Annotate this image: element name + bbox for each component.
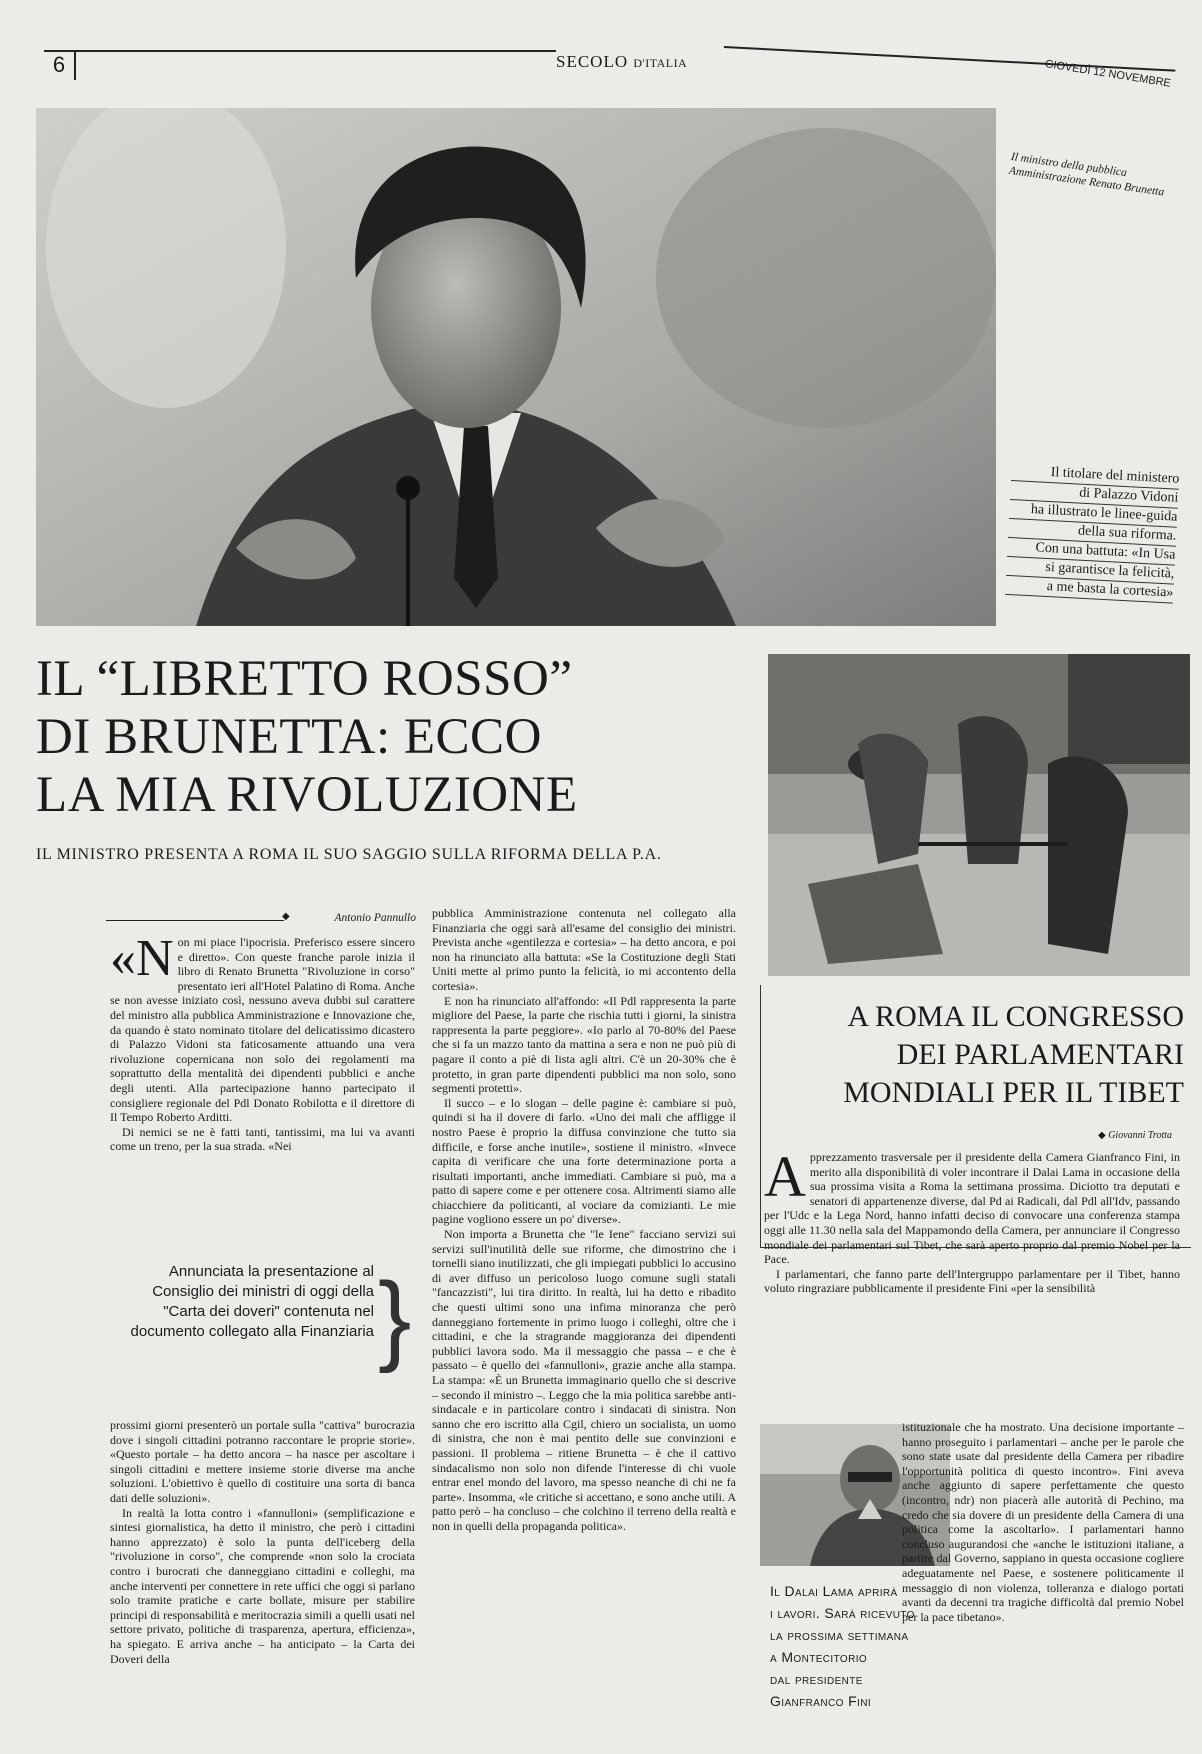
sidebar-column-top [764,1144,1180,1296]
drop-cap: «N [110,930,174,987]
caption-line: la prossima settimana [770,1627,909,1643]
tibet-protest-photo [768,654,1190,976]
pull-quote-line: si garantisce la felicità, [1006,557,1175,585]
issue-date: GIOVEDÌ 12 NOVEMBRE [1044,58,1172,90]
page-number: 6 [44,52,76,80]
sidebar-headline-line: A ROMA IL CONGRESSO [847,1000,1184,1033]
pull-quote-line: di Palazzo Vidoni [1010,481,1179,509]
pull-quote-line: della sua riforma. [1008,519,1177,547]
article-subhead: IL MINISTRO PRESENTA A ROMA IL SUO SAGGIO SULLA RIFORMA DELLA P.A. [36,846,662,863]
pull-quote-left: Annunciata la presentazione al Consiglio dei ministri di oggi della "Carta dei doveri" contenuta nel documento collegato alla Finanziaria [130,1263,374,1340]
article-paragraph: prossimi giorni presenterò un portale sulla "cattiva" burocrazia dove i singoli cittadini potranno raccontare le proprie storie». «Questo portale – ha detto ancora – ha nasce per ascoltare i singoli cittadini e mettere insieme storie diverse ma anche soluzioni. L'obiettivo è quello di costituire una sorta di banca dati delle soluzioni». [110,1418,415,1505]
caption-line: i lavori. Sarà ricevuto [770,1605,915,1621]
article-paragraph: pubblica Amministrazione contenuta nel collegato alla Finanziaria che oggi sarà all'esame del consiglio dei ministri. Prevista anche «gentilezza e cortesia» – ha detto ancora, e poi non ha rinunciato alla battuta: «Se la Costituzione degli Stati Uniti mette al primo punto la felicità, io mi accontento della cortesia». [432,906,736,993]
main-photo [36,108,996,626]
caption-line: a Montecitorio [770,1649,868,1665]
sidebar-byline: ◆ Giovanni Trotta [1098,1130,1173,1141]
pull-quote-right [1005,462,1180,604]
article-paragraph: Di nemici se ne è fatti tanti, tantissimi, ma lui va avanti come un treno, per la sua strada. «Nei [110,1124,415,1154]
header-rule-left [44,50,556,52]
sidebar-column-bottom [902,1420,1184,1624]
article-column-1 [110,930,415,1154]
pull-quote-line: Il titolare del ministero [1011,462,1180,490]
brace-ornament: } [378,1262,412,1374]
byline-author: Antonio Pannullo [334,912,416,924]
pull-quote-line: a me basta la cortesia» [1005,576,1174,604]
article-paragraph: Il succo – e lo slogan – delle pagine è: cambiare si può, quindi si ha il dovere di farlo. «Uno dei mali che affligge il nostro Paese è proprio la diffusa convinzione che tutto sia difficile, e forse anche inutile», sostiene il ministro. «Invece capita di verificare che una forte determinazione porta a risultati importanti, anche immediati. Cambiare si può, ma a patto di sapere come e per ottenere cosa. Altrimenti siamo alle chiacchiere da politicanti, al vociare da comizianti. Le mie pagine vogliono essere un po' diverse». [432,1095,736,1227]
masthead-subtitle: D'ITALIA [633,56,688,70]
sidebar-paragraph: Apprezzamento trasversale per il presidente della Camera Gianfranco Fini, in merito alla disponibilità di voler incontrare il Dalai Lama in occasione della sua prossima visita a Roma la settimana prossima. Diciotto tra deputati e senatori di appartenenze diverse, dal Pd ai Radicali, dal Pdl all'Idv, passando per l'Udc e la Lega Nord, hanno infatti deciso di convocare una conferenza stampa oggi alle 11.30 nella sala del Mappamondo della Camera, per annunciare il Congresso mondiale dei parlamentari sul Tibet, che sarà aperto proprio dal premio Nobel per la Pace. [764,1144,1180,1267]
headline-line: DI BRUNETTA: ECCO [36,709,542,765]
article-column-1-bottom [110,1418,415,1666]
article-paragraph: E non ha rinunciato all'affondo: «Il Pdl rappresenta la parte migliore del Paese, la parte che rischia tutti i giorni, la sinistra rappresenta la parte peggiore». «Io parlo al 70-80% del Paese che si fa un mazzo tanto da mattina a sera e non ne può più di pagare il conto a piè di lista agli altri. C'è un 20-30% che è protetto, in gran parte dipendenti pubblici ma non solo, sono segmenti protetti». [432,993,736,1096]
sidebar-headline [770,998,1184,1112]
pull-quote-line: ha illustrato le linee-guida [1009,500,1178,528]
masthead-title: SECOLO [556,52,629,71]
masthead [556,52,687,72]
sidebar-paragraph: istituzionale che ha mostrato. Una decisione importante – hanno proseguito i parlamentari – anche per le parole che sono state usate dal presidente della Camera per ribadire l'opportunità politica di questo incontro». Fini aveva anche aggiunto di sapere perfettamente che questo (incontro, ndr) non piacerà alle autorità di Pechino, ma credo che sia dovere di un presidente della Camera di una politica come la ascoltarlo». I parlamentari hanno concluso augurandosi che «anche le istituzioni italiane, a partire dal Governo, sappiano in questa occasione cogliere adeguatamente nel Paese, e sostenere politicamente il messaggio di non violenza, tolleranza e dialogo portati avanti da decenni tra tragiche difficoltà dal premio Nobel per la pace tibetano». [902,1420,1184,1624]
headline-line: LA MIA RIVOLUZIONE [36,767,578,823]
article-byline [106,912,416,924]
sidebar-drop-cap: A [764,1144,806,1209]
sidebar-paragraph: I parlamentari, che fanno parte dell'Intergruppo parlamentare per il Tibet, hanno voluto ringraziare pubblicamente il presidente Fini «per la sensibilità [764,1266,1180,1296]
headline-line: IL “LIBRETTO ROSSO” [36,651,573,707]
caption-line: Il Dalai Lama aprirà [770,1583,898,1599]
article-headline [36,650,756,824]
pull-quote-line: Con una battuta: «In Usa [1007,538,1176,566]
sidebar-headline-line: MONDIALI PER IL TIBET [843,1076,1184,1109]
main-photo-caption: Il ministro della pubblica Amministrazione Renato Brunetta [1008,150,1165,199]
caption-line: Gianfranco Fini [770,1693,872,1709]
article-paragraph: «Non mi piace l'ipocrisia. Preferisco essere sincero e diretto». Con queste franche parole inizia il libro di Renato Brunetta "Rivoluzione in corso" presentato ieri all'Hotel Palatino di Roma. Anche se non avesse iniziato così, nessuno aveva dubbi sul carattere del ministro alla pubblica Amministrazione e Innovazione che, da quando è stato nominato titolare del delicatissimo dicastero di Palazzo Vidoni sta faticosamente attuando una vera rivoluzione copernicana non solo dei regolamenti ma soprattutto della mentalità dei dipendenti pubblici e anche degli utenti. Alla partecipazione hanno partecipato il consigliere regionale del Pdl Donato Robilotta e il direttore di Il Tempo Roberto Arditti. [110,930,415,1125]
article-paragraph: In realtà la lotta contro i «fannulloni» (semplificazione e sintesi giornalistica, ha detto il ministro, che però i cittadini hanno apprezzato) è solo la punta dell'iceberg della "rivoluzione in corso", che comprende «non solo la crociata contro i burocrati che danneggiano cittadini e colleghi, ma anche interventi per connettere in rete uffici che oggi si parlano solo tramite pratiche e carte bollate, misure per stabilire principi di responsabilità e meritocrazia simili a quelli usati nel settore privato, politiche di trasparenza, apertura, efficienza», ha spiegato. E arriva anche – ha anticipato – la Carta dei Doveri della [110,1505,415,1666]
article-paragraph: Non importa a Brunetta che "le Iene" facciano servizi sui servizi sull'inutilità delle sue riforme, che dimostrino che i tornelli siano inutilizzati, che gli impiegati pubblici lo accusino di aver diffuso un pericoloso luogo comune sugli statali "fancazzisti", lui tira diritto. In realtà, lui ha detto e ribadito che questi ultimi sono una infima minoranza che però danneggiano fortemente in primo luogo i colleghi, oltre che i cittadini, e che la stragrande maggioranza dei dipendenti pubblici lavora sodo. Ma il messaggio che passa – e che è passato – è quello dei «fannulloni», grazie anche alla stampa. La stampa: «È un Brunetta immaginario quello che si descrive – secondo il ministro –. Leggo che la mia politica sarebbe anti-sindacale e in particolare contro i sindacati di sinistra. Non sanno che ero iscritto alla Cgil, chiero un socialista, un uomo di sinistra, che non è mai pentito delle sue convinzioni e passioni. Il problema – ritiene Brunetta – è che il cattivo sindacalismo non solo non difende l'interesse di chi vuole entrar enel mondo del lavoro, ma spesso neanche di chi ne fa parte». Insomma, «le critiche si accettano, e sono anche utili. A patto però – ha concluso – che colchino il terreno della realtà e non in quelli della propaganda politica». [432,1227,736,1533]
caption-line: dal presidente [770,1671,863,1687]
article-column-2 [432,906,736,1534]
sidebar-headline-line: DEI PARLAMENTARI [896,1038,1184,1071]
